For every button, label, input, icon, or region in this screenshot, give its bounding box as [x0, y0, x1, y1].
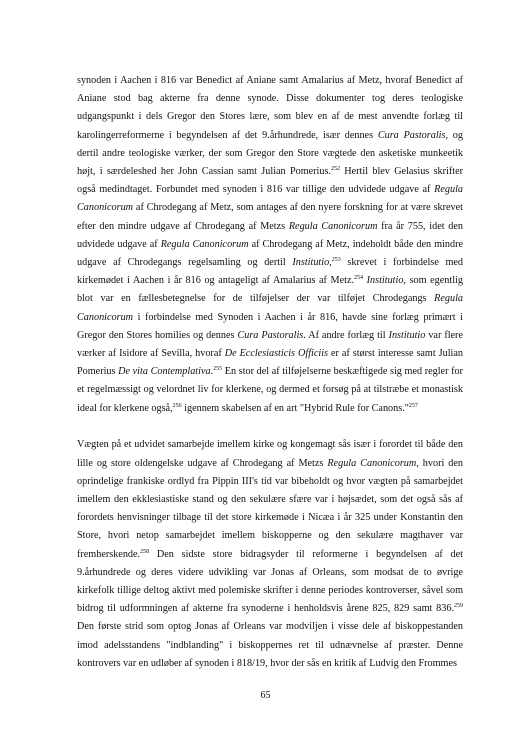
footnote-ref: 254	[354, 275, 364, 282]
footnote-ref: 252	[330, 166, 340, 173]
text-line	[77, 618, 463, 636]
text-line	[77, 145, 463, 163]
italic-title: Canonicorum	[77, 311, 134, 323]
text-line	[77, 254, 463, 272]
text-line	[77, 509, 463, 527]
text-run: af Chrodegang af Metz, som antages af den nyere forskning for at være skrevet	[133, 202, 463, 214]
italic-title: Institutio	[388, 329, 426, 341]
footnote-ref: 255	[213, 366, 223, 373]
text-run: fra år 755, idet den	[377, 220, 464, 232]
text-run: ideal for klerkene også,	[77, 402, 173, 414]
text-line	[77, 527, 463, 545]
text-run: værker af Isidore af Sevilla, hvoraf	[77, 348, 225, 360]
text-run: efter den mindre udgave af Chrodegang af Metzs	[77, 220, 289, 232]
text-run: Aniane stod bag akterne fra denne synode. Disse dokumenter tog deres teologiske	[77, 93, 463, 105]
footnote-ref: 253	[331, 257, 341, 264]
text-run: højt, i særdeleshed her John Cassian samt Julian Pomerius.	[77, 166, 331, 178]
italic-title: Regula Canonicorum,	[327, 457, 419, 469]
text-run: Hertil blev Gelasius skrifter	[339, 166, 463, 178]
text-line	[77, 473, 463, 491]
text-line	[77, 290, 463, 308]
text-line	[77, 400, 463, 418]
text-run: kirkefolk tillige deltog aktivt med polemiske skrifter i denne periodes kontroverser, såvel som	[77, 584, 463, 596]
text-line	[77, 181, 463, 199]
text-run: blot var en fællesbetegnelse for de tilføjelser der var tilføjet Chrodegangs	[77, 293, 435, 305]
text-run: oprindelige frankiske ordlyd fra Pippin III's tid var bibeholdt og hvor vægten på samarbejdet	[77, 475, 463, 487]
italic-title: Cura Pastoralis	[377, 129, 446, 141]
text-run: 9.århundrede og deres videre udvikling var Jonas af Orleans, som modsat de to øvrige	[77, 566, 463, 578]
text-run: Vægten på et udvidet samarbejde imellem kirke og kongemagt sås især i forordet til både den	[77, 439, 463, 451]
text-run: også medindtaget. Forbundet med synoden i 816 var tillige den udvidede udgave af	[77, 184, 435, 196]
text-run: , og	[445, 129, 463, 141]
italic-title: De vita Contemplativa	[118, 366, 211, 378]
body-text	[77, 72, 463, 673]
text-line	[77, 108, 463, 126]
text-line	[77, 546, 463, 564]
text-line	[77, 600, 463, 618]
text-line	[77, 436, 463, 454]
text-line	[77, 236, 463, 254]
text-run: synoden i Aachen i 816 var Benedict af Aniane samt Amalarius af Metz, hvoraf Benedict af	[77, 75, 463, 86]
text-run: bidrog til udformningen af akterne fra synoderne i henholdsvis årene 825, 829 samt 836.	[77, 603, 454, 615]
italic-title: Cura Pastoralis	[237, 329, 304, 341]
text-run: hvori den	[418, 457, 464, 469]
text-run: imellem den ekklesiastiske stand og den sekulære sfære var i højsædet, som det også sås af	[77, 493, 463, 505]
text-line	[77, 582, 463, 600]
text-run: Den sidste store bidragsyder til reformerne i begyndelsen af det	[149, 548, 463, 560]
text-line	[77, 127, 463, 145]
text-line	[77, 345, 463, 363]
italic-title: De Ecclesiasticis Officiis	[224, 348, 328, 360]
text-run: af Chrodegang af Metz, indeholdt både den mindre	[248, 238, 463, 250]
text-run: Den første strid som optog Jonas af Orleans var modviljen i visse dele af biskoppestanden	[77, 621, 463, 633]
text-line	[77, 163, 463, 181]
text-run: imod adelsstandens "indblanding" i biskoppernes ret til udnævnelse af præster. Denne	[77, 639, 463, 651]
footnote-ref: 258	[140, 548, 150, 555]
text-run: var flere	[425, 329, 463, 341]
text-run: lille og store oldengelske udgave af Chrodegang af Metzs	[77, 457, 328, 469]
text-line	[77, 199, 463, 217]
text-line	[77, 363, 463, 381]
text-run: .	[210, 366, 214, 378]
text-run: udvidede udgave af	[77, 238, 161, 250]
text-line	[77, 327, 463, 345]
text-run: Pomerius	[77, 366, 119, 378]
text-run: skrevet i forbindelse med	[340, 257, 463, 269]
text-run: i forbindelse med Synoden i Aachen i år 816, havde sine forlæg primært i	[133, 311, 463, 323]
text-run: En stor del af tilføjelserne beskæftigede sig med regler for	[222, 366, 463, 378]
text-line	[77, 381, 463, 399]
italic-title: Canonicorum	[77, 202, 134, 214]
italic-title: Regula Canonicorum	[160, 238, 249, 250]
text-run: Store, hvori netop samarbejdet imellem biskopperne og den sekulære magthaver var	[77, 530, 463, 542]
text-run: fremherskende.	[77, 548, 141, 560]
text-line	[77, 72, 463, 90]
text-run: kirkemødet i Aachen i år 816 og antageligt af Amalarius af Metz.	[77, 275, 355, 287]
footnote-ref: 259	[454, 603, 463, 610]
text-run: karolingerreformerne i begyndelsen af det 9.århundrede, især dennes	[77, 129, 378, 141]
text-line	[77, 218, 463, 236]
text-run: igennem skabelsen af en art "Hybrid Rule for Canons."	[181, 402, 409, 414]
text-run: et regelmæssigt og velordnet liv for klerkene, og dermed et forsøg på at tilstræbe et monastisk	[77, 384, 463, 396]
footnote-ref: 256	[172, 402, 182, 409]
text-run: , som egentlig	[403, 275, 463, 287]
italic-title: Regula	[434, 293, 463, 305]
text-run: udgangspunkt i dels Gregor den Stores lære, som blev en af de mest anvendte forlæg til	[77, 111, 463, 123]
text-line	[77, 655, 463, 673]
text-line	[77, 491, 463, 509]
italic-title: Institutio	[366, 275, 404, 287]
footnote-ref: 257	[408, 402, 418, 409]
text-line	[77, 637, 463, 655]
text-line	[77, 90, 463, 108]
italic-title: Institutio,	[292, 257, 332, 269]
page-number: 65	[260, 690, 271, 701]
italic-title: Regula Canonicorum	[288, 220, 378, 232]
text-line	[77, 564, 463, 582]
text-run: Gregor den Stores homilies og dennes	[77, 329, 238, 341]
text-run: forordets henvisninger tilbage til det store kirkemøde i Nicæa i år 325 under Konstantin den	[77, 512, 463, 524]
text-run: udgave af Chrodegangs regelsamling og dertil	[77, 257, 293, 269]
italic-title: Regula	[434, 184, 463, 196]
text-run: er af størst interesse samt Julian	[328, 348, 463, 360]
text-run: dertil andre teologiske værker, der som Gregor den Store vægtede den asketiske munkeetik	[77, 147, 463, 159]
text-run: . Af andre forlæg til	[303, 329, 389, 341]
text-line	[77, 309, 463, 327]
text-line	[77, 272, 463, 290]
text-run: kontrovers var en udløber af synoden i 818/19, hvor der sås en kritik af Ludvig den Frommes	[77, 657, 457, 669]
text-line	[77, 455, 463, 473]
